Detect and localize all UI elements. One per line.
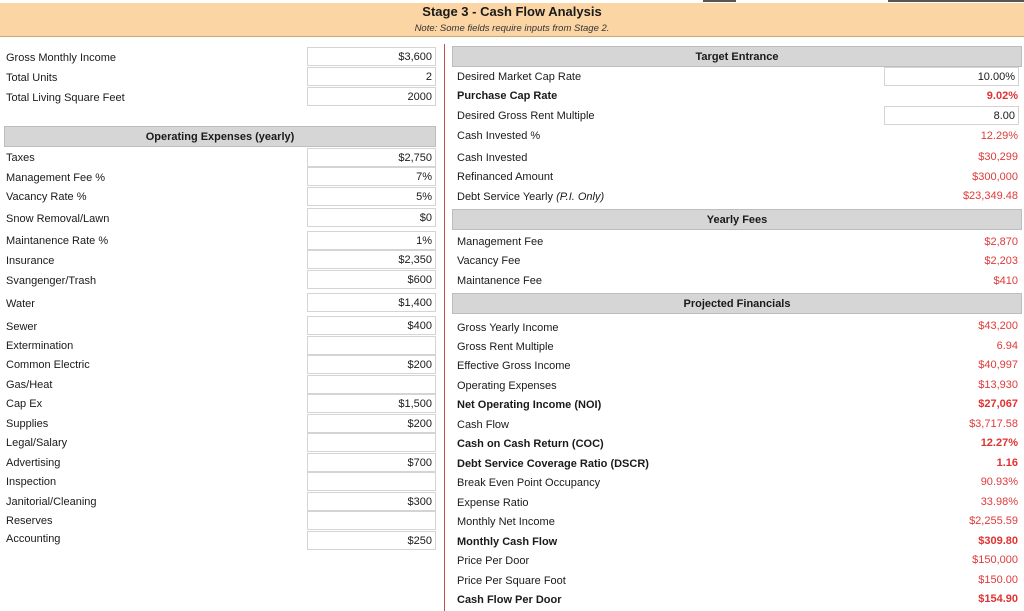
purchase-cap-rate-label: Purchase Cap Rate [457,90,558,102]
expense-input-supplies[interactable]: $200 [307,414,436,433]
expense-input-gas-heat[interactable] [307,375,436,394]
expense-input-insurance[interactable]: $2,350 [307,250,436,269]
expense-input-extermination[interactable] [307,336,436,355]
cash-invested-pct-value: 12.29% [980,130,1018,142]
gross-monthly-income-input[interactable]: $3,600 [307,47,436,66]
expense-label-extermination: Extermination [6,340,74,352]
operating-expenses-label: Operating Expenses [457,380,557,392]
expense-input-sewer[interactable]: $400 [307,316,436,335]
expense-label-reserves: Reserves [6,515,53,527]
purchase-cap-rate-value: 9.02% [986,90,1018,102]
expense-input-cap-ex[interactable]: $1,500 [307,394,436,413]
total-units-input[interactable]: 2 [307,67,436,86]
gross-monthly-income-label: Gross Monthly Income [6,52,117,64]
management-fee-value: $2,870 [984,236,1018,248]
desired-grm-label: Desired Gross Rent Multiple [457,110,595,122]
expense-label-janitorial: Janitorial/Cleaning [6,496,97,508]
expense-label-snow-removal: Snow Removal/Lawn [6,213,110,225]
price-per-sqft-label: Price Per Square Foot [457,575,566,587]
total-sqft-input[interactable]: 2000 [307,87,436,106]
yearly-fees-heading: Yearly Fees [452,209,1022,230]
expense-input-management-fee[interactable]: 7% [307,167,436,186]
expense-label-gas-heat: Gas/Heat [6,379,53,391]
desired-cap-rate-input[interactable]: 10.00% [884,67,1019,86]
total-units-label: Total Units [6,72,58,84]
debt-service-label-text: Debt Service Yearly [457,191,553,203]
target-entrance-heading: Target Entrance [452,46,1022,67]
operating-expenses-heading: Operating Expenses (yearly) [4,126,436,147]
expense-label-insurance: Insurance [6,255,55,267]
expense-label-sewer: Sewer [6,321,38,333]
maintanence-fee-label: Maintanence Fee [457,275,542,287]
dscr-value: 1.16 [996,457,1018,469]
cash-flow-per-door-value: $154.90 [978,593,1018,605]
expense-label-vacancy-rate: Vacancy Rate % [6,191,87,203]
expense-ratio-label: Expense Ratio [457,497,529,509]
coc-label: Cash on Cash Return (COC) [457,438,604,450]
expense-label-maintanence-rate: Maintanence Rate % [6,235,109,247]
break-even-label: Break Even Point Occupancy [457,477,601,489]
page-subtitle: Note: Some fields require inputs from Stage 2. [414,23,610,34]
cash-flow-value: $3,717.58 [969,418,1018,430]
cash-invested-label: Cash Invested [457,152,528,164]
monthly-net-income-label: Monthly Net Income [457,516,555,528]
effective-gross-income-label: Effective Gross Income [457,360,571,372]
expense-label-water: Water [6,298,35,310]
break-even-value: 90.93% [980,476,1018,488]
expense-label-accounting: Accounting [6,533,61,545]
cash-invested-value: $30,299 [978,151,1018,163]
column-divider [444,44,445,611]
coc-value: 12.27% [980,437,1018,449]
noi-label: Net Operating Income (NOI) [457,399,602,411]
expense-input-common-electric[interactable]: $200 [307,355,436,374]
refinanced-amount-label: Refinanced Amount [457,171,554,183]
expense-input-advertising[interactable]: $700 [307,453,436,472]
refinanced-amount-value: $300,000 [972,171,1018,183]
expense-label-supplies: Supplies [6,418,49,430]
vacancy-fee-value: $2,203 [984,255,1018,267]
expense-ratio-value: 33.98% [980,496,1018,508]
expense-label-inspection: Inspection [6,476,57,488]
cell-border-fragment [888,0,1024,2]
expense-input-accounting[interactable]: $250 [307,531,436,550]
debt-service-value: $23,349.48 [962,190,1018,202]
expense-input-maintanence-rate[interactable]: 1% [307,231,436,250]
cash-invested-pct-label: Cash Invested % [457,130,541,142]
expense-label-management-fee: Management Fee % [6,172,106,184]
expense-input-vacancy-rate[interactable]: 5% [307,187,436,206]
expense-input-legal-salary[interactable] [307,433,436,452]
expense-label-common-electric: Common Electric [6,359,90,371]
debt-service-label [457,191,604,203]
cell-border-fragment [703,0,736,2]
expense-input-taxes[interactable]: $2,750 [307,148,436,167]
expense-label-legal-salary: Legal/Salary [6,437,68,449]
expense-label-taxes: Taxes [6,152,35,164]
effective-gross-income-value: $40,997 [978,359,1018,371]
projected-financials-heading: Projected Financials [452,293,1022,314]
top-border [0,0,1024,3]
cash-flow-per-door-label: Cash Flow Per Door [457,594,562,606]
desired-cap-rate-label: Desired Market Cap Rate [457,71,582,83]
debt-service-note: (P.I. Only) [556,191,605,203]
price-per-door-value: $150,000 [972,554,1018,566]
maintanence-fee-value: $410 [993,275,1018,287]
desired-grm-input[interactable]: 8.00 [884,106,1019,125]
page-title: Stage 3 - Cash Flow Analysis [422,4,602,19]
gross-rent-multiple-value: 6.94 [996,340,1018,352]
gross-yearly-income-label: Gross Yearly Income [457,322,559,334]
total-sqft-label: Total Living Square Feet [6,92,125,104]
gross-rent-multiple-label: Gross Rent Multiple [457,341,554,353]
monthly-net-income-value: $2,255.59 [969,515,1018,527]
monthly-cash-flow-value: $309.80 [978,535,1018,547]
expense-input-janitorial[interactable]: $300 [307,492,436,511]
noi-value: $27,067 [978,398,1018,410]
expense-label-advertising: Advertising [6,457,61,469]
expense-input-snow-removal[interactable]: $0 [307,208,436,227]
dscr-label: Debt Service Coverage Ratio (DSCR) [457,458,649,470]
expense-input-reserves[interactable] [307,511,436,530]
expense-label-trash: Svangenger/Trash [6,275,97,287]
monthly-cash-flow-label: Monthly Cash Flow [457,536,558,548]
operating-expenses-value: $13,930 [978,379,1018,391]
price-per-sqft-value: $150.00 [978,574,1018,586]
expense-input-inspection[interactable] [307,472,436,491]
expense-input-trash[interactable]: $600 [307,270,436,289]
gross-yearly-income-value: $43,200 [978,320,1018,332]
expense-input-water[interactable]: $1,400 [307,293,436,312]
price-per-door-label: Price Per Door [457,555,530,567]
vacancy-fee-label: Vacancy Fee [457,255,521,267]
cash-flow-label: Cash Flow [457,419,509,431]
management-fee-label: Management Fee [457,236,544,248]
expense-label-cap-ex: Cap Ex [6,398,43,410]
